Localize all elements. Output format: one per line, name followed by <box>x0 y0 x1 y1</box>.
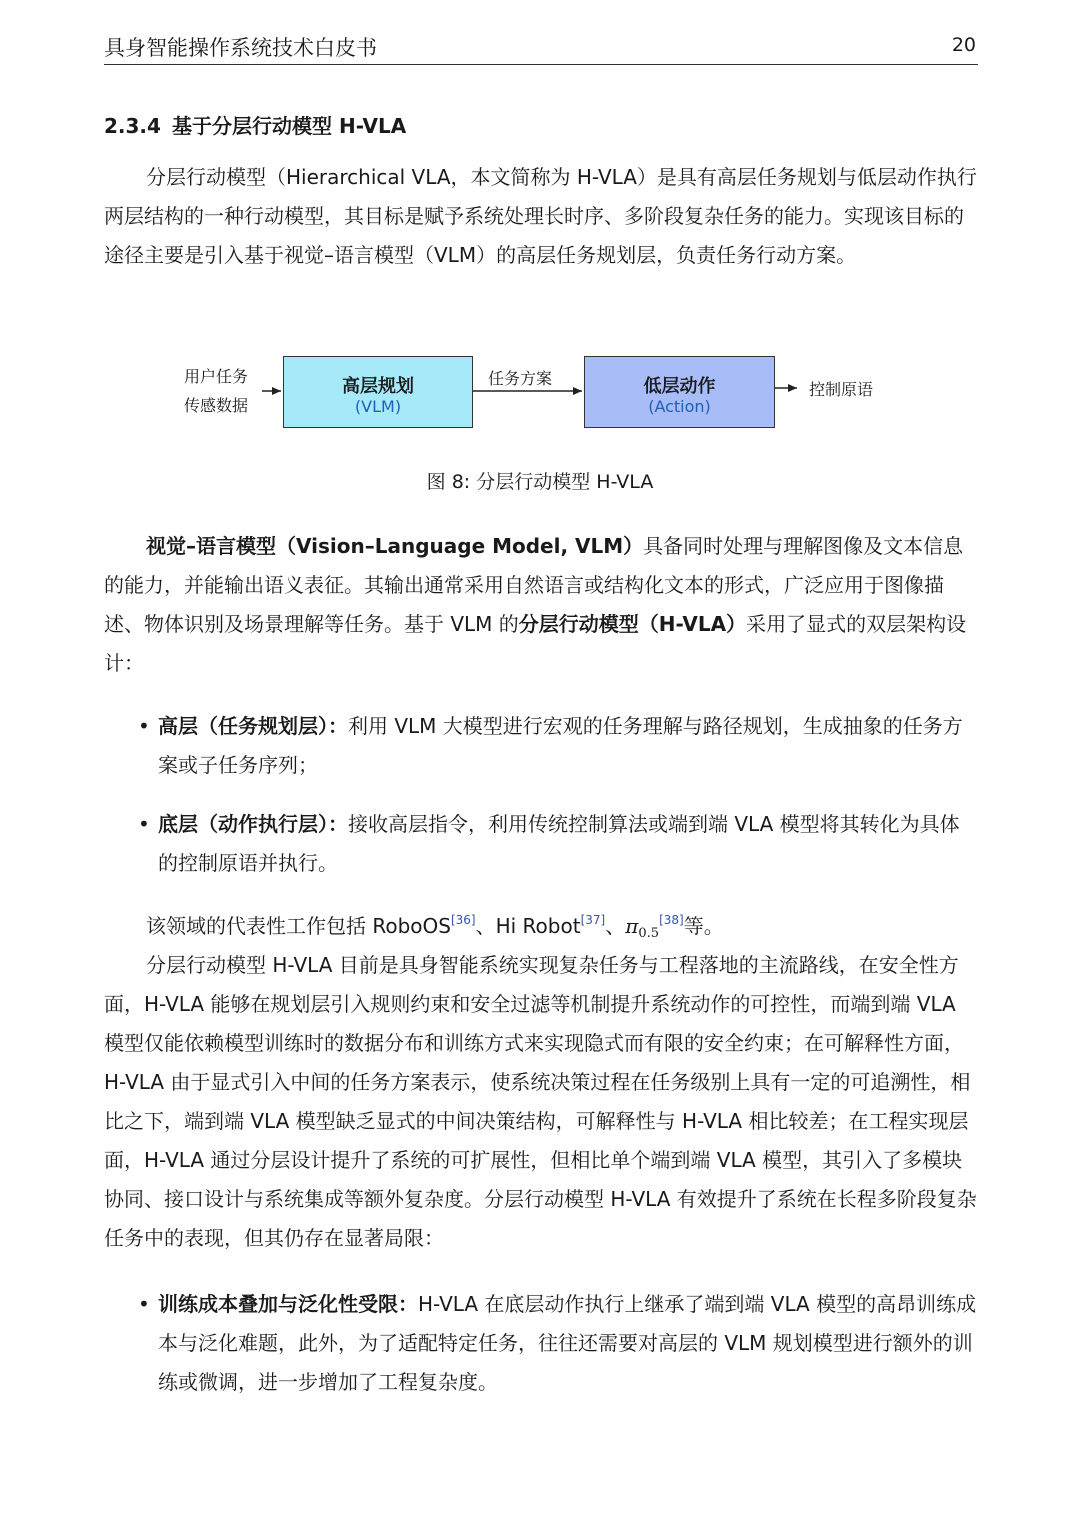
box2-title: 低层动作 <box>643 376 716 397</box>
high-level-planning-box <box>283 356 473 428</box>
pi-subscript: 0.5 <box>638 926 660 941</box>
low-level-action-box <box>584 356 775 428</box>
diagram-arrows <box>0 340 1080 450</box>
h-vla-term: 分层行动模型（H-VLA） <box>518 612 747 636</box>
control-primitive-label: 控制原语 <box>809 380 874 399</box>
representative-works: 该领域的代表性工作包括 RoboOS[36]、Hi Robot[37]、$\pi_{0.5}[38]$等。 <box>146 913 724 941</box>
section-title: 基于分层行动模型 H-VLA <box>172 114 407 138</box>
intro-paragraph: 分层行动模型（Hierarchical VLA，本文简称为 H-VLA）是具有高层任务规划与低层动作执行两层结构的一种行动模型，其目标是赋予系统处理长时序、多阶段复杂任务的能力。实现该目标的途径主要是引入基于视觉–语言模型（VLM）的高层任务规划层，负责任务行动方案。 <box>104 165 977 267</box>
box2-subtitle: (Action) <box>648 397 711 416</box>
task-plan-label: 任务方案 <box>488 369 553 388</box>
h-vla-diagram <box>0 340 1080 450</box>
page-number: 20 <box>951 34 976 56</box>
section-number: 2.3.4 <box>104 114 161 138</box>
main-paragraph: 分层行动模型 H-VLA 目前是具身智能系统实现复杂任务与工程落地的主流路线，在安全性方面，H-VLA 能够在规划层引入规则约束和安全过滤等机制提升系统动作的可控性，而端到端 VLA 模型仅能依赖模型训练时的数据分布和训练方式来实现隐式而有限的安全约束；在可解释性方面，H-VLA 由于显式引入中间的任务方案表示，使系统决策过程在任务级别上具有一定的可追溯性，相比之下，端到端 VLA 模型缺乏显式的中间决策结构，可解释性与 H-VLA 相比较差；在工程实现层面，H-VLA 通过分层设计提升了系统的可扩展性，但相比单个端到端 VLA 模型，其引入了多模块协同、接口设计与系统集成等额外复杂度。分层行动模型 H-VLA 有效提升了系统在长程多阶段复杂任务中的表现，但其仍存在显著局限： <box>104 953 977 1250</box>
page-header <box>104 30 978 65</box>
box1-subtitle: (VLM) <box>354 397 402 416</box>
list-item-limitation: • 训练成本叠加与泛化性受限：H-VLA 在底层动作执行上继承了端到端 VLA 模型的高昂训练成本与泛化难题，此外，为了适配特定任务，往往还需要对高层的 VLM 规划模型进行额外的训练或微调，进一步增加了工程复杂度。 <box>158 1285 978 1402</box>
document-title: 具身智能操作系统技术白皮书 <box>104 36 377 60</box>
vlm-paragraph: 视觉–语言模型（Vision–Language Model, VLM）具备同时处理与理解图像及文本信息的能力，并能输出语义表征。其输出通常采用自然语言或结构化文本的形式，广泛应用于图像描述、物体识别及场景理解等任务。基于 VLM 的分层行动模型（H-VLA）采用了显式的双层架构设计： <box>104 534 967 675</box>
section-heading <box>104 110 406 139</box>
citation-36[interactable]: [36] <box>450 913 476 927</box>
bullet-dot: • <box>138 714 150 738</box>
list-item-high-layer: • 高层（任务规划层）：利用 VLM 大模型进行宏观的任务理解与路径规划，生成抽象的任务方案或子任务序列； <box>158 707 978 785</box>
citation-38[interactable]: [38] <box>659 913 684 927</box>
list-item-low-layer: • 底层（动作执行层）：接收高层指令，利用传统控制算法或端到端 VLA 模型将其转化为具体的控制原语并执行。 <box>158 805 978 883</box>
figure-caption: 图 8: 分层行动模型 H-VLA <box>426 471 654 493</box>
citation-37[interactable]: [37] <box>580 913 606 927</box>
pi-symbol: π <box>625 914 639 938</box>
input-label-sensor-data: 传感数据 <box>184 396 249 415</box>
bullet-dot: • <box>138 1292 150 1316</box>
input-label-user-task: 用户任务 <box>184 367 249 386</box>
box1-title: 高层规划 <box>342 376 414 397</box>
bullet-dot: • <box>138 812 150 836</box>
vlm-term: 视觉–语言模型（Vision–Language Model, VLM） <box>146 534 644 558</box>
